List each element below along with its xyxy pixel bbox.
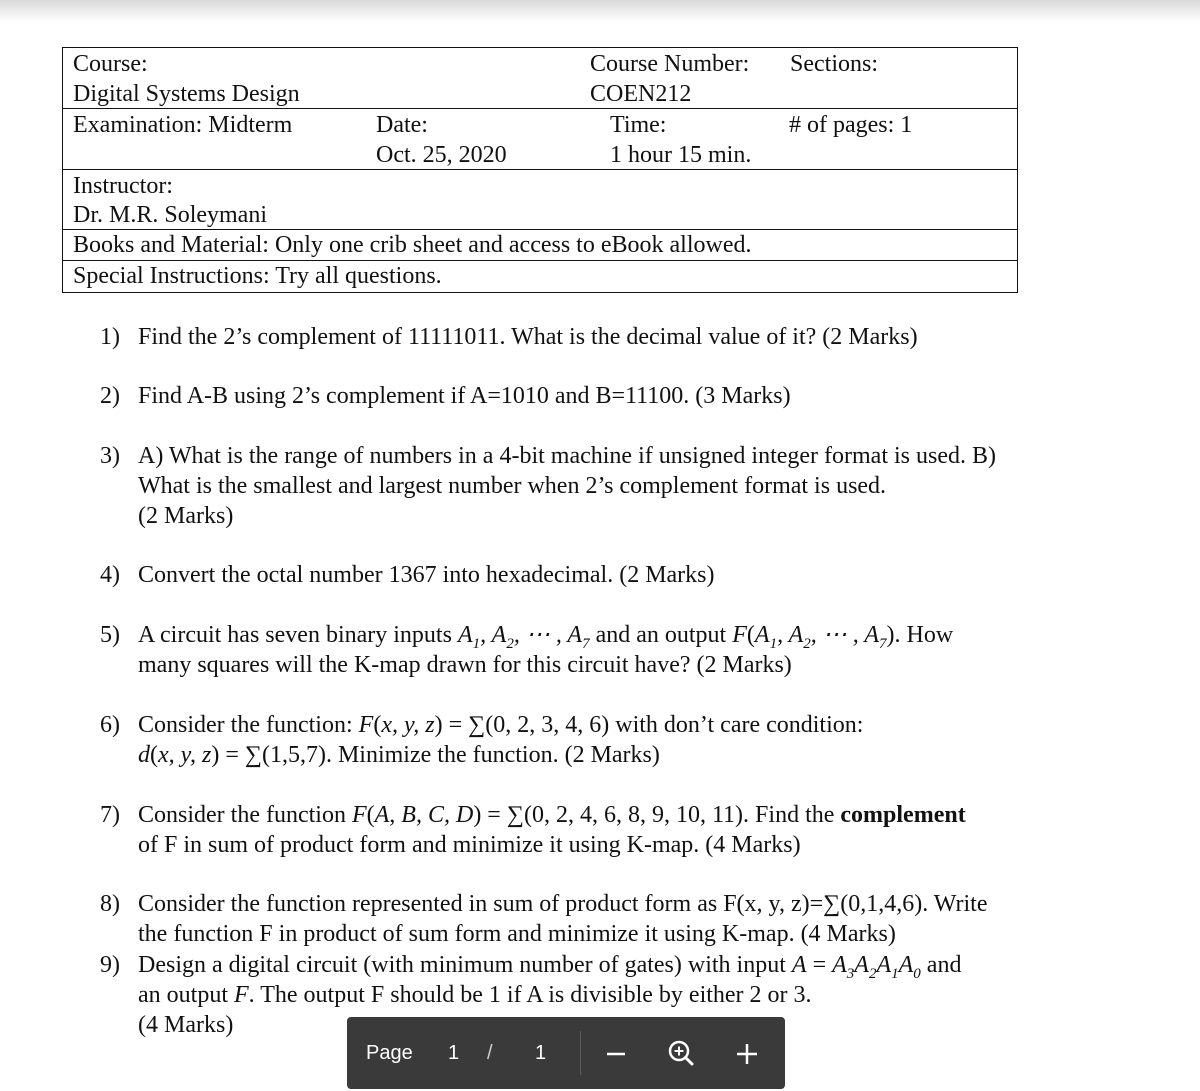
sections-label: Sections:: [790, 51, 878, 77]
question-marks: (2 Marks): [138, 503, 234, 529]
question-number: 6): [100, 712, 120, 738]
question-text-line-1: A) What is the range of numbers in a 4-bit machine if unsigned integer format is used. B): [138, 443, 996, 469]
header-row-exam: [63, 109, 1017, 170]
question-number: 2): [100, 383, 120, 409]
header-row-special: [63, 261, 1017, 292]
exam-header-table: [62, 47, 1018, 293]
question-text: Find A-B using 2’s complement if A=1010 and B=11100. (3 Marks): [138, 383, 791, 409]
minus-icon: [595, 1031, 639, 1075]
question-text-line-1: A circuit has seven binary inputs $A_1$, $A_2$, ⋯ , $A_7$ and an output $F(A_1$, $A_2$, ⋯ , $A_7$). How: [138, 622, 954, 652]
question-text-line-2: d(x, y, z) = ∑(1,5,7). Minimize the function. (2 Marks): [138, 742, 660, 768]
pdf-page-toolbar: [347, 1017, 785, 1089]
course-label: Course:: [73, 51, 148, 77]
zoom-out-button[interactable]: [595, 1031, 639, 1075]
date-label: Date:: [376, 112, 428, 138]
question-text-line-1: Consider the function: F(x, y, z) = ∑(0, 2, 3, 4, 6) with don’t care condition:: [138, 712, 864, 738]
header-row-instructor: [63, 170, 1017, 230]
question-text-line-1: Consider the function represented in sum of product form as F(x, y, z)=∑(0,1,4,6). Write: [138, 891, 988, 917]
question-text-line-2: an output F. The output F should be 1 if A is divisible by either 2 or 3.: [138, 982, 812, 1008]
course-number-label: Course Number:: [590, 51, 750, 77]
question-text: Find the 2’s complement of 11111011. What is the decimal value of it? (2 Marks): [138, 324, 918, 350]
time-label: Time:: [610, 112, 667, 138]
question-text-line-1: Consider the function F(A, B, C, D) = ∑(0, 2, 4, 6, 8, 9, 10, 11). Find the complement: [138, 802, 966, 828]
total-pages: 1: [535, 1042, 547, 1064]
examination-type: Examination: Midterm: [73, 112, 293, 138]
question-text-line-2: What is the smallest and largest number when 2’s complement format is used.: [138, 473, 887, 499]
instructor-name: Dr. M.R. Soleymani: [73, 202, 268, 228]
question-text-line-2: of F in sum of product form and minimize it using K-map. (4 Marks): [138, 832, 801, 858]
question-text: Convert the octal number 1367 into hexadecimal. (2 Marks): [138, 562, 715, 588]
zoom-in-button[interactable]: [726, 1031, 770, 1075]
books-and-material: Books and Material: Only one crib sheet and access to eBook allowed.: [73, 232, 752, 258]
question-number: 1): [100, 324, 120, 350]
question-text-line-2: many squares will the K-map drawn for this circuit have? (2 Marks): [138, 652, 792, 678]
zoom-button[interactable]: [660, 1031, 704, 1075]
special-instructions: Special Instructions: Try all questions.: [73, 263, 442, 289]
page-count: # of pages: 1: [789, 112, 913, 138]
question-number: 8): [100, 891, 120, 917]
header-row-books: [63, 230, 1017, 261]
exam-duration: 1 hour 15 min.: [610, 142, 752, 168]
page-label: Page: [366, 1042, 413, 1064]
viewer-top-bar: [0, 0, 1200, 22]
instructor-label: Instructor:: [73, 173, 173, 199]
plus-icon: [726, 1031, 770, 1075]
header-row-course: [63, 48, 1017, 109]
question-marks: (4 Marks): [138, 1012, 234, 1038]
magnifier-icon: [660, 1031, 704, 1075]
question-number: 4): [100, 562, 120, 588]
course-number: COEN212: [590, 81, 692, 107]
toolbar-divider: [580, 1031, 581, 1075]
exam-date: Oct. 25, 2020: [376, 142, 507, 168]
question-number: 3): [100, 443, 120, 469]
question-number: 5): [100, 622, 120, 648]
page-separator: /: [487, 1042, 493, 1064]
question-number: 7): [100, 802, 120, 828]
question-text-line-2: the function F in product of sum form and minimize it using K-map. (4 Marks): [138, 921, 896, 947]
current-page-number[interactable]: 1: [448, 1042, 460, 1064]
question-text-line-1: Design a digital circuit (with minimum number of gates) with input $A = A_3A_2A_1A_0$ and: [138, 952, 962, 982]
course-name: Digital Systems Design: [73, 81, 300, 107]
question-number: 9): [100, 952, 120, 978]
